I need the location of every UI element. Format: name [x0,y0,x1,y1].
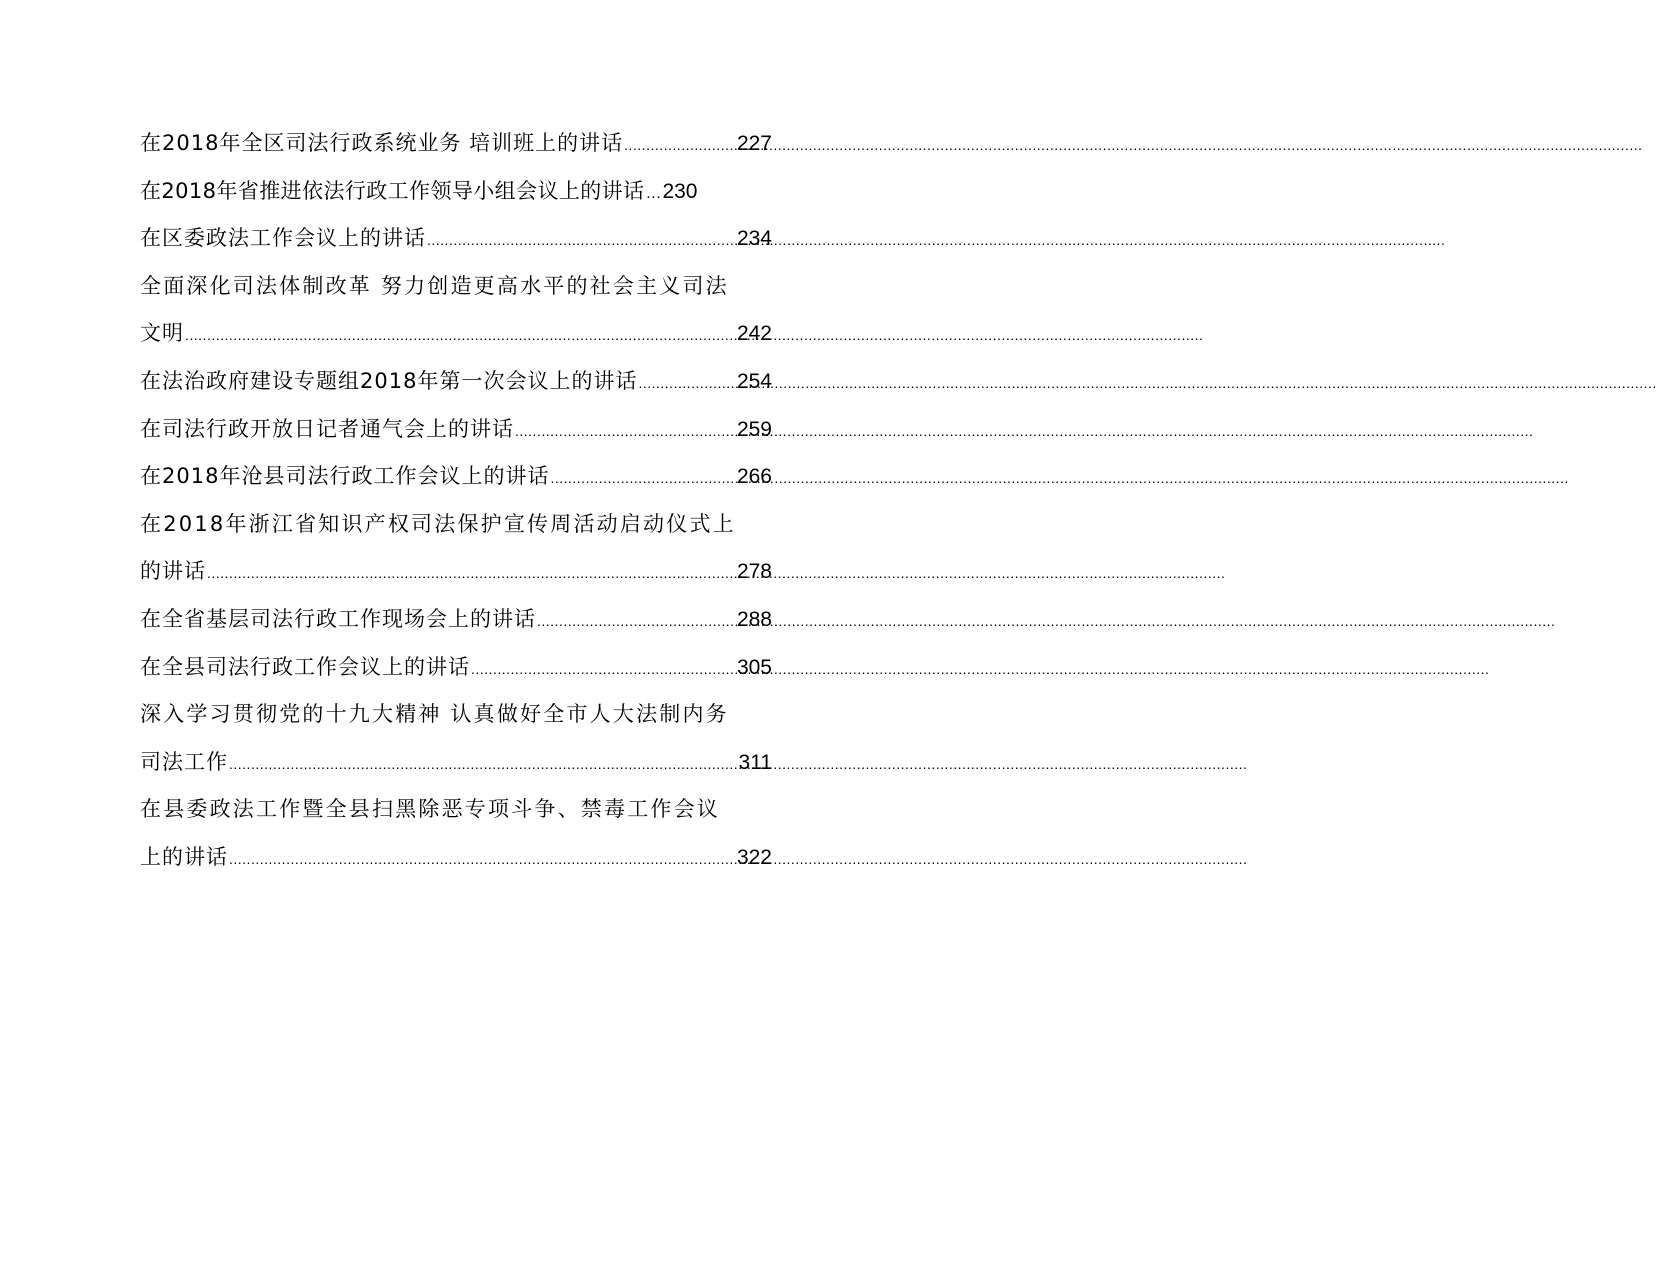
toc-line [140,739,772,787]
toc-line [140,501,772,549]
toc-entry[interactable] [140,358,772,406]
toc-entry-title: 在区委政法工作会议上的讲话 [140,226,426,251]
toc-line [140,310,772,358]
toc-page-number: 305 [736,655,772,679]
dot-leader [624,122,736,170]
toc-line [140,168,772,216]
toc-line [140,691,772,739]
toc-line [140,596,772,644]
toc-line [140,120,772,168]
dot-leader [185,312,736,360]
dot-leader [638,360,736,408]
toc-line [140,406,772,454]
toc-page-number: 311 [738,750,772,774]
toc-page-number: 266 [736,465,772,489]
dot-leader [229,741,738,789]
toc-entry-title: 在2018年沧县司法行政工作会议上的讲话 [140,464,550,489]
dot-leader [471,646,736,694]
toc-page-number: 288 [736,607,772,631]
toc-entry-title: 在法治政府建设专题组2018年第一次会议上的讲话 [140,368,638,393]
toc-page-number: 234 [736,227,772,251]
toc-entry-title: 在2018年全区司法行政系统业务 培训班上的讲话 [140,131,624,155]
dot-leader [515,408,736,456]
toc-entry[interactable] [140,263,772,358]
toc-page-number: 278 [736,560,772,584]
toc-page-number: 242 [736,322,772,346]
toc-page-number: 227 [736,132,772,155]
toc-entry[interactable] [140,120,772,168]
toc-entry-title: 在2018年浙江省知识产权司法保护宣传周活动启动仪式上 [140,511,736,536]
toc-page-number: 259 [736,417,772,441]
toc-entry-title-continued: 司法工作 [140,749,228,774]
toc-line [140,453,772,501]
toc-entry[interactable] [140,215,772,263]
toc-entry-title: 在全县司法行政工作会议上的讲话 [140,654,470,679]
toc-page-number: 254 [736,369,772,393]
toc-entry-title: 在2018年省推进依法行政工作领导小组会议上的讲话 [140,178,645,203]
toc-entry[interactable] [140,786,772,881]
toc-line [140,834,772,882]
toc-entry[interactable] [140,168,772,216]
toc-entry-title: 深入学习贯彻党的十九大精神 认真做好全市人大法制内务 [140,702,729,727]
dot-leader [550,455,736,503]
toc-entry[interactable] [140,691,772,786]
toc-entry[interactable] [140,501,772,596]
toc-page-number: 230 [662,179,698,203]
toc-entry[interactable] [140,596,772,644]
toc-entry-title-continued: 的讲话 [140,559,206,584]
toc-entry-title: 在司法行政开放日记者通气会上的讲话 [140,416,514,441]
dot-leader [207,550,736,598]
toc-line [140,215,772,263]
toc-line [140,644,772,692]
table-of-contents [140,120,772,882]
toc-entry[interactable] [140,644,772,692]
toc-line [140,548,772,596]
toc-line [140,358,772,406]
toc-entry[interactable] [140,453,772,501]
toc-entry-title-continued: 文明 [140,321,184,346]
toc-entry-title: 在县委政法工作暨全县扫黑除恶专项斗争、禁毒工作会议 [140,797,720,822]
toc-entry-title: 全面深化司法体制改革 努力创造更高水平的社会主义司法 [140,273,729,298]
ellipsis-leader: … [645,184,662,202]
toc-entry[interactable] [140,406,772,454]
toc-page-number: 322 [736,845,772,869]
toc-line [140,786,772,834]
toc-entry-title-continued: 上的讲话 [140,844,228,869]
dot-leader [537,598,736,646]
toc-line [140,263,772,311]
dot-leader [229,836,736,884]
toc-entry-title: 在全省基层司法行政工作现场会上的讲话 [140,606,536,631]
dot-leader [427,217,736,265]
